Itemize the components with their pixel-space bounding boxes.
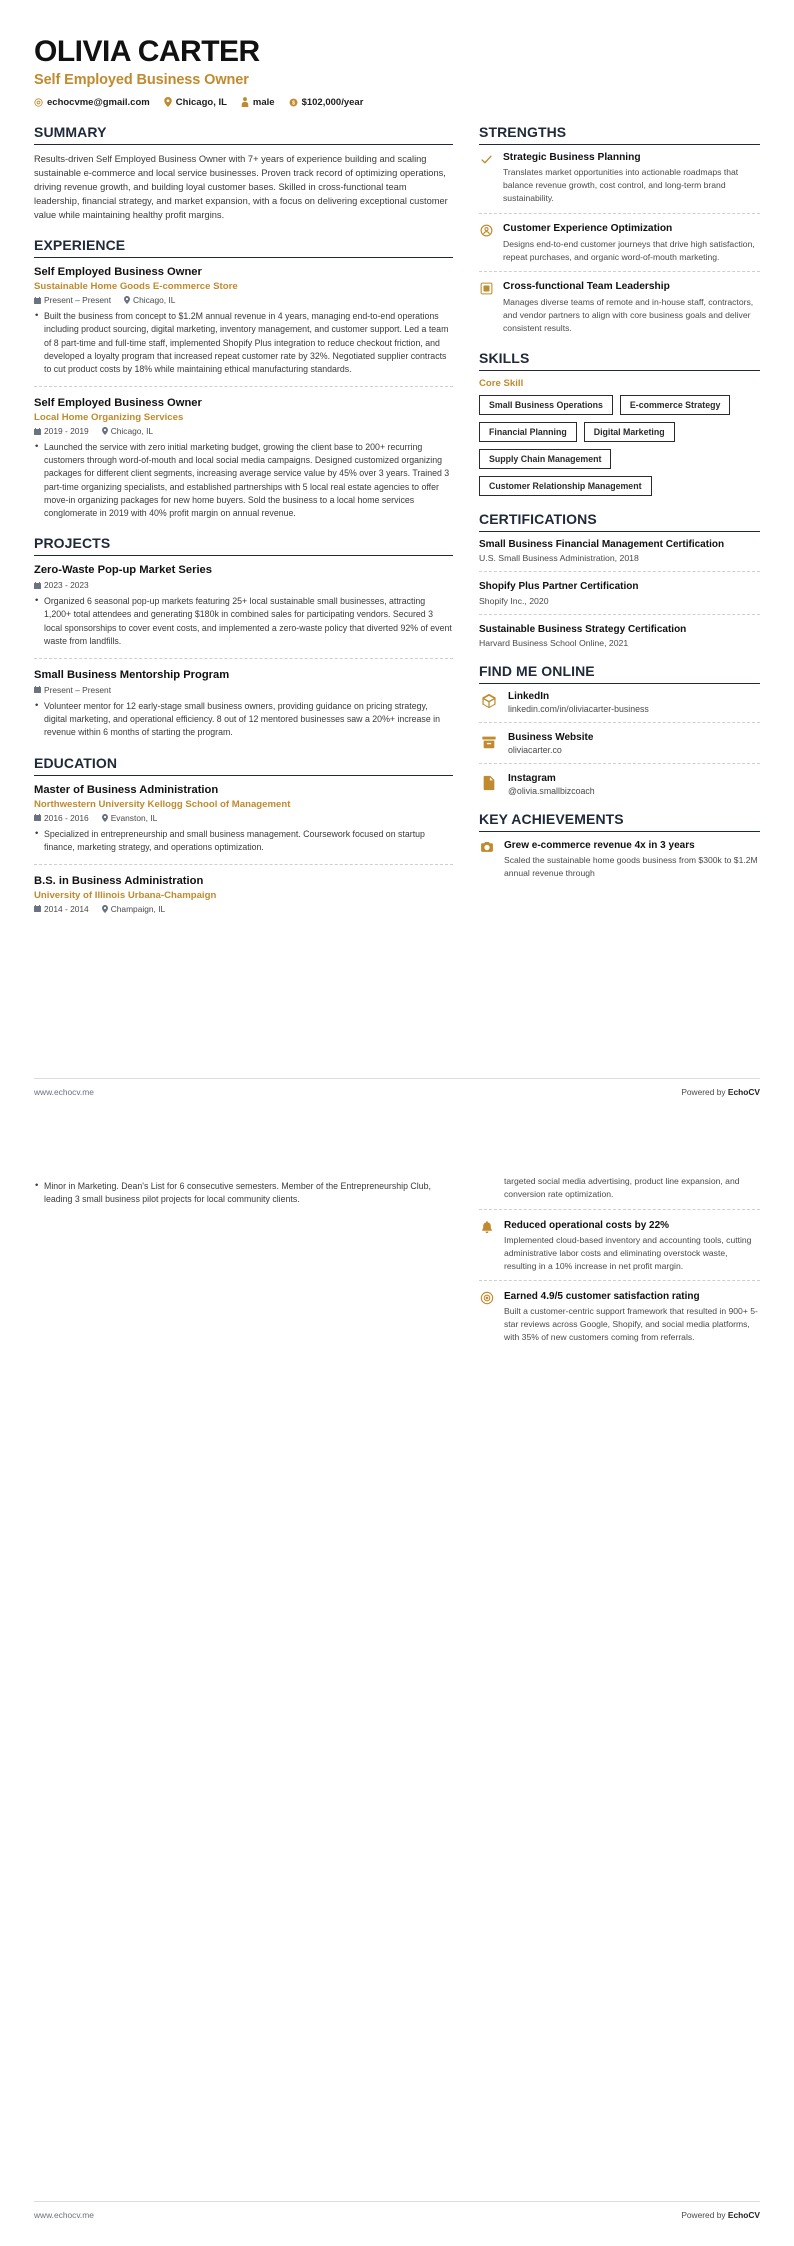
calendar-icon <box>34 297 41 304</box>
svg-text:$: $ <box>291 100 295 107</box>
entry-dates <box>34 904 89 914</box>
contact-row <box>34 97 760 108</box>
entry-dates <box>34 813 89 823</box>
entry-role: Self Employed Business Owner <box>34 397 202 410</box>
education-school: Northwestern University Kellogg School of Management <box>34 798 291 810</box>
skill-chip-list <box>479 395 760 496</box>
strength-name: Cross-functional Team Leadership <box>503 281 670 293</box>
entry-dates <box>34 685 111 695</box>
location-pin-icon <box>124 296 130 304</box>
entry-organization: Local Home Organizing Services <box>34 412 184 424</box>
entry-location-text: Chicago, IL <box>110 426 154 437</box>
target-icon <box>479 1290 495 1344</box>
footer-powered-by <box>681 1087 760 1097</box>
entry-location <box>124 295 175 305</box>
certification-issuer: U.S. Small Business Administration, 2018 <box>479 553 639 564</box>
entry-location <box>102 426 153 436</box>
skill-chip[interactable]: Small Business Operations <box>479 395 613 415</box>
link-label: Business Website <box>508 732 594 744</box>
right-column-page2 <box>479 1175 760 1348</box>
page-footer <box>34 2201 760 2220</box>
page-title: OLIVIA CARTER <box>34 35 260 68</box>
certification-name: Small Business Financial Management Certification <box>479 538 725 550</box>
section-skills <box>479 350 760 496</box>
footer-powered-by <box>681 2210 760 2220</box>
project-entry <box>34 668 453 740</box>
footer-brand: EchoCV <box>727 2210 760 2220</box>
calendar-icon <box>34 428 41 435</box>
certification-issuer: Harvard Business School Online, 2021 <box>479 638 629 649</box>
strength-description: Designs end-to-end customer journeys that drive high satisfaction, repeat purchases, and organic word-of-mouth marketing. <box>503 238 755 262</box>
entry-dates <box>34 426 89 436</box>
entry-meta <box>34 426 453 436</box>
achievement-title: Earned 4.9/5 customer satisfaction rating <box>504 1291 700 1303</box>
camera-icon <box>479 839 495 880</box>
summary-heading: SUMMARY <box>34 123 107 140</box>
entry-divider <box>479 722 760 723</box>
entry-organization: Sustainable Home Goods E-commerce Store <box>34 281 238 293</box>
link-label: Instagram <box>508 773 556 785</box>
contact-email-text: echocvme@gmail.com <box>47 96 150 108</box>
section-certifications <box>479 511 760 649</box>
contact-gender <box>241 97 275 108</box>
entry-meta <box>34 904 453 914</box>
strength-name: Customer Experience Optimization <box>503 222 673 234</box>
entry-dates <box>34 580 89 590</box>
certification-name: Shopify Plus Partner Certification <box>479 581 639 593</box>
experience-entry <box>34 396 453 520</box>
links-heading: FIND ME ONLINE <box>479 663 595 680</box>
section-divider <box>479 531 760 532</box>
link-url: oliviacarter.co <box>508 745 562 756</box>
section-divider <box>34 144 453 145</box>
customer-circle-icon <box>479 223 494 264</box>
section-divider <box>479 370 760 371</box>
entry-bullets <box>34 310 453 376</box>
entry-location-text: Chicago, IL <box>133 295 176 306</box>
entry-bullets <box>34 441 453 520</box>
bullet-item: • Built the business from concept to $1.2M annual revenue in 4 years, managing end-to-end operations including product sourcing, digital marketing, inventory management, and customer support. Led a team of 8 part-time and full-time staff, implemented Shopify Plus integration to reduce checkout friction, and developed a loyalty program that increased repeat customer rate by 32%. Negotiated supplier contracts to cut product costs by 18% while maintaining ethical manufacturing standards. <box>34 310 453 376</box>
skill-chip[interactable]: Supply Chain Management <box>479 449 611 469</box>
experience-heading: EXPERIENCE <box>34 237 126 254</box>
contact-email[interactable] <box>34 97 150 108</box>
certification-item <box>479 539 760 564</box>
entry-divider <box>479 1280 760 1281</box>
achievement-description: Scaled the sustainable home goods business from $300k to $1.2M annual revenue through <box>504 855 758 879</box>
page-footer <box>34 1078 760 1097</box>
bullet-item: • Specialized in entrepreneurship and small business management. Coursework focused on startup finance, marketing strategy, and operations optimization. <box>34 828 453 854</box>
link-item-linkedin[interactable] <box>479 691 760 714</box>
cube-icon <box>479 691 498 710</box>
strengths-heading: STRENGTHS <box>479 123 567 140</box>
check-icon <box>479 152 494 205</box>
achievement-item <box>479 839 760 880</box>
contact-gender-text: male <box>252 96 275 108</box>
contact-salary <box>289 97 364 108</box>
bullet-item: • Minor in Marketing. Dean's List for 6 consecutive semesters. Member of the Entrepreneurship Club, leading 3 small business pilot projects for local community clients. <box>34 1180 453 1206</box>
calendar-icon <box>34 686 41 693</box>
section-education <box>34 755 453 914</box>
strength-description: Manages diverse teams of remote and in-house staff, contractors, and vendor partners to align with core business goals and deliver consistent results. <box>503 297 754 333</box>
entry-bullets <box>34 700 453 740</box>
section-find-me-online <box>479 663 760 796</box>
strength-description: Translates market opportunities into actionable roadmaps that balance revenue growth, cost control, and long-term brand sustainability. <box>503 167 739 204</box>
location-pin-icon <box>164 97 172 107</box>
salary-coin-icon <box>289 98 298 107</box>
link-url: linkedin.com/in/oliviacarter-business <box>508 704 649 715</box>
left-column-page2 <box>34 1175 453 1208</box>
strength-item <box>479 152 760 205</box>
resume-page-2 <box>0 1123 794 2246</box>
link-url: @olivia.smallbizcoach <box>508 786 595 797</box>
strength-item <box>479 223 760 264</box>
header-job-title: Self Employed Business Owner <box>34 71 249 88</box>
project-name: Small Business Mentorship Program <box>34 668 230 681</box>
location-pin-icon <box>102 427 108 435</box>
entry-dates-text: 2016 - 2016 <box>44 812 89 823</box>
entry-location-text: Evanston, IL <box>110 812 158 823</box>
achievement-description-continued: targeted social media advertising, product line expansion, and conversion rate optimization. <box>504 1176 740 1199</box>
entry-meta <box>34 295 453 305</box>
entry-divider <box>34 864 453 865</box>
link-item-website[interactable] <box>479 732 760 755</box>
section-divider <box>479 831 760 832</box>
calendar-icon <box>34 814 41 821</box>
education-heading: EDUCATION <box>34 754 118 771</box>
entry-divider <box>479 213 760 214</box>
entry-role: Self Employed Business Owner <box>34 266 202 279</box>
entry-location <box>102 813 158 823</box>
footer-site[interactable]: www.echocv.me <box>34 1087 94 1097</box>
certification-item <box>479 581 760 606</box>
entry-dates-text: 2023 - 2023 <box>44 580 89 591</box>
calendar-icon <box>34 905 41 912</box>
footer-site[interactable]: www.echocv.me <box>34 2210 94 2220</box>
entry-divider <box>479 763 760 764</box>
bullet-item: • Launched the service with zero initial marketing budget, growing the client base to 200+ recurring customers through word-of-mouth and local social media campaigns. Designed customized organizing packages for different client segments, increasing average service value by 45% over 3 years. Trained 3 part-time organizing specialists, and established partnerships with 5 local real estate agencies to offer move-in organizing packages for new home buyers. Sold the business to a local home services conglomerate in 2019 with 40% profit margin on annual revenue. <box>34 441 453 520</box>
link-item-instagram[interactable] <box>479 773 760 796</box>
footer-brand: EchoCV <box>727 1087 760 1097</box>
entry-dates-text: Present – Present <box>44 295 112 306</box>
spacer-icon <box>479 1175 495 1201</box>
contact-location-text: Chicago, IL <box>175 96 227 108</box>
calendar-icon <box>34 582 41 589</box>
skill-chip[interactable]: E-commerce Strategy <box>620 395 730 415</box>
contact-salary-text: $102,000/year <box>301 96 364 108</box>
entry-bullets <box>34 595 453 648</box>
person-icon <box>241 97 249 107</box>
entry-meta <box>34 580 453 590</box>
bell-icon <box>479 1219 495 1273</box>
entry-dates-text: 2019 - 2019 <box>44 426 89 437</box>
entry-meta <box>34 685 453 695</box>
experience-entry <box>34 265 453 376</box>
achievement-item <box>479 1290 760 1344</box>
skills-heading: SKILLS <box>479 349 530 366</box>
location-pin-icon <box>102 814 108 822</box>
entry-divider <box>479 571 760 572</box>
education-degree: B.S. in Business Administration <box>34 874 204 887</box>
section-divider <box>479 683 760 684</box>
section-divider <box>34 555 453 556</box>
bullet-item: • Volunteer mentor for 12 early-stage small business owners, providing guidance on pricing strategy, digital marketing, and operational efficiency. 8 out of 12 mentored businesses saw a 20%+ increase in revenue within 6 months of starting the program. <box>34 700 453 740</box>
skills-group-label: Core Skill <box>479 377 524 389</box>
entry-divider <box>34 386 453 387</box>
achievement-title: Reduced operational costs by 22% <box>504 1219 670 1231</box>
document-icon <box>479 773 498 792</box>
section-summary <box>34 124 453 223</box>
project-entry <box>34 563 453 648</box>
section-key-achievements <box>479 811 760 880</box>
entry-divider <box>34 658 453 659</box>
education-entry <box>34 783 453 854</box>
entry-location <box>102 904 165 914</box>
entry-divider <box>479 614 760 615</box>
education-entry <box>34 874 453 914</box>
achievement-description: Built a customer-centric support framework that resulted in 900+ 5-star reviews across Google, Shopify, and social media platforms, with 35% of new customers coming from referrals. <box>504 1306 758 1343</box>
education-school: University of Illinois Urbana-Champaign <box>34 889 217 901</box>
section-divider <box>479 144 760 145</box>
entry-dates-text: 2014 - 2014 <box>44 903 89 914</box>
entry-meta <box>34 813 453 823</box>
footer-powered-prefix: Powered by <box>681 1087 728 1097</box>
archive-box-icon <box>479 732 498 751</box>
entry-dates-text: Present – Present <box>44 684 112 695</box>
entry-divider <box>479 1209 760 1210</box>
section-strengths <box>479 124 760 335</box>
section-divider <box>34 257 453 258</box>
strength-name: Strategic Business Planning <box>503 151 641 163</box>
achievement-description: Implemented cloud-based inventory and accounting tools, cutting administrative labor costs and eliminating overstock waste, resulting in a 10% increase in net profit margin. <box>504 1234 752 1271</box>
certification-issuer: Shopify Inc., 2020 <box>479 595 549 606</box>
entry-bullets <box>34 828 453 854</box>
skill-chip[interactable]: Customer Relationship Management <box>479 476 652 496</box>
left-column <box>34 124 453 929</box>
skill-chip[interactable]: Financial Planning <box>479 422 577 442</box>
projects-heading: PROJECTS <box>34 535 111 552</box>
project-name: Zero-Waste Pop-up Market Series <box>34 564 213 577</box>
summary-text: Results-driven Self Employed Business Owner with 7+ years of experience building and scaling sustainable e-commerce and local service businesses. Proven track record of optimizing operations, driving revenue growth, and building loyal customer bases. Skilled in cross-functional team leadership, financial strategy, and market expansion, with a focus on delivering exceptional customer value while maintaining healthy profit margins. <box>34 153 448 220</box>
bullet-item: • Organized 6 seasonal pop-up markets featuring 25+ local sustainable small businesses, attracting 1,200+ total attendees and generating $180k in combined sales for participating vendors. Secured 3 local sponsorships to cover event costs, and implemented a zero-waste policy that diverted 92% of event waste from landfills. <box>34 595 453 648</box>
email-icon <box>34 98 43 107</box>
strength-item <box>479 281 760 334</box>
education-overflow-bullets <box>34 1180 453 1206</box>
contact-location <box>164 97 227 108</box>
achievement-item <box>479 1219 760 1273</box>
entry-divider <box>479 271 760 272</box>
footer-powered-prefix: Powered by <box>681 2210 728 2220</box>
certifications-heading: CERTIFICATIONS <box>479 510 597 527</box>
education-degree: Master of Business Administration <box>34 783 219 796</box>
achievement-continued <box>479 1175 760 1201</box>
certification-item <box>479 624 760 649</box>
resume-header <box>34 36 760 108</box>
entry-dates <box>34 295 111 305</box>
skill-chip[interactable]: Digital Marketing <box>584 422 675 442</box>
certification-name: Sustainable Business Strategy Certification <box>479 623 687 635</box>
entry-location-text: Champaign, IL <box>110 903 166 914</box>
team-grid-icon <box>479 281 494 334</box>
right-column <box>479 124 760 896</box>
link-label: LinkedIn <box>508 691 550 703</box>
section-experience <box>34 237 453 520</box>
section-projects <box>34 535 453 739</box>
section-divider <box>34 775 453 776</box>
location-pin-icon <box>102 905 108 913</box>
achievements-heading: KEY ACHIEVEMENTS <box>479 811 624 828</box>
achievement-title: Grew e-commerce revenue 4x in 3 years <box>504 840 695 852</box>
